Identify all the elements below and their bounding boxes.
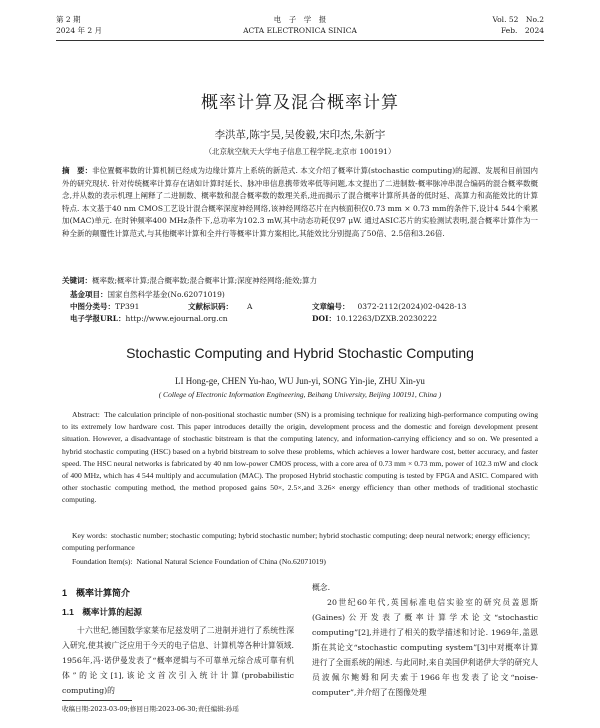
doc-label: 文献标识码： [188,302,233,311]
right-lead: 概念. [312,583,331,592]
authors-en: LI Hong-ge, CHEN Yu-hao, WU Jun-yi, SONG Yin-jie, ZHU Xin-yu [175,376,425,386]
abstract-en-text: The calculation principle of non-positional stochastic number (SN) is a promising technique for realizing high-performance computing owing to its extremely low hardware cost. This paper introduces detailly the origin, development process and the domestic and foreign development present situation. However, a disadvantage of stochastic bitstream is that the computing latency, and information-carrying efficiency and so on. We presented a hybrid stochastic computing (HSC) based on a hybrid bitstream to solve these problems, which achieves a lower hardware cost, better accuracy, and faster speed. The HSC neural networks is fabricated by 40 nm low-power CMOS process, with a core area of 0.73 mm × 0.73 mm, power of 102.3 mW and clock of 400 MHz, which has 4 544 multiply and accumulation (MAC). The proposed Hybrid stochastic computing is tested by FPGA and ASIC. Compared with other stochastic computing method, the method proposed gains 50×, 2.5×,and 3.26× energy efficiency than other methods of traditional stochastic computing. [62,410,538,505]
abstract-en-label: Abstract: [72,410,100,419]
doc-value: A [247,302,253,311]
footnote-rule [62,700,132,701]
article-value: 0372-2112(2024)02-0428-13 [357,302,467,311]
keywords-cn-text: 概率数;概率计算;混合概率数;混合概率计算;深度神经网络;能效;算力 [92,276,318,285]
abstract-en [62,409,538,507]
right-column [312,580,538,700]
abstract-cn [62,165,538,240]
url-value[interactable]: http://www.ejournal.org.cn [125,314,228,323]
body-paragraph-right: 20世纪60年代,英国标准电信实验室的研究员盖恩斯(Gaines)公开发表了概率计算学术论文“stochastic computing”[2],并进行了相关的数学描述和讨论. 1969年,盖恩斯在其论文“stochastic computing system”[3]中对概率计算进行了全面系统的阐述. 与此同时,来自美国伊利诺伊大学的研究人员波佩尔鲍姆和阿夫索于1966年也发表了论文“noise-computer”,并介绍了在图像处理 [312,598,538,697]
class-value: TP391 [115,302,140,311]
article-label: 文章编号： [312,302,350,311]
article-metadata [70,289,540,337]
journal-name-en: ACTA ELECTRONICA SINICA [243,26,357,35]
keywords-cn [62,275,538,287]
doi [312,313,437,325]
journal-name-cn: 电 子 学 报 [273,15,327,24]
keywords-cn-label: 关键词： [62,276,92,285]
header-issue: 第 2 期 [56,15,81,24]
fund-text: 国家自然科学基金(No.62071019) [107,290,225,299]
header-rule [56,40,544,41]
foundation-en [62,556,538,568]
foundation-en-text: National Natural Science Foundation of China (No.62071019) [136,557,326,566]
header-volume: Vol. 52 No.2 [492,15,544,24]
url-label: 电子学报URL： [70,314,126,323]
authors-cn: 李洪革,陈宇昊,吴俊毅,宋印杰,朱新宇 [214,129,386,141]
paper-title-en: Stochastic Computing and Hybrid Stochastic Computing [126,345,474,361]
received-date-footnote: 收稿日期:2023-03-09;修回日期:2023-06-30;责任编辑:孙瑶 [62,705,239,713]
subsection-heading: 1.1 概率计算的起源 [62,607,142,617]
header-right [492,14,544,36]
keywords-en-label: Key words: [72,531,108,540]
left-column [62,580,294,698]
keywords-en-text: stochastic number; stochastic computing; hybrid stochastic number; hybrid stochastic computing; deep neural network; energy efficiency; computing performance [62,531,530,552]
header-date-cn: 2024 年 2 月 [56,26,103,35]
header-center [56,14,544,36]
affiliation-en: ( College of Electronic Information Engineering, Beihang University, Beijing 100191, China ) [158,390,442,399]
class-label: 中图分类号： [70,302,115,311]
body-paragraph-left: 十六世纪,德国数学家莱布尼兹发明了二进制并进行了系统性深入研究,使其被广泛应用于今天的电子信息、计算机等各种计算领域. 1956年,冯·诺伊曼发表了“概率逻辑与不可靠单元综合成可靠有机体”的论文[1],该论文首次引入统计计算(probabilistic computing)的 [62,626,294,695]
affiliation-cn: （北京航空航天大学电子信息工程学院,北京市 100191） [204,147,396,156]
journal-url [70,313,228,325]
doi-label: DOI： [312,314,337,323]
keywords-en [62,530,538,554]
abstract-cn-text: 非位置概率数的计算机制已经成为边缘计算片上系统的新范式. 本文介绍了概率计算(stochastic computing)的起源、发展和目前国内外的研究现状. 针对传统概率计算存在诸如计算时延长、脉冲串信息携带效率低等问题,本文提出了二进制数-概率脉冲串混合编码的混合概率数概念,并从数的表示机理上阐释了二进制数、概率数和混合概率数的数理关系,进而揭示了混合概率计算所具备的低时延、高算力和高能效比的计算特点. 本文基于40 nm CMOS工艺设计混合概率深度神经网络,该神经网络芯片在内核面积仅0.73 mm × 0.73 mm的条件下,设计4 544个乘累加(MAC)单元. 在时钟频率400 MHz条件下,总功率为102.3 mW,其中动态功耗仅97 μW. 通过ASIC芯片的实验测试表明,混合概率计算作为一种全新的颠覆性计算范式,与其他概率计算和全并行等概率计算方案相比,其能效比分别提高了50倍、2.5倍和3.26倍. [62,166,538,238]
section-heading: 1 概率计算简介 [62,588,131,598]
abstract-cn-label: 摘 要： [62,166,93,175]
header-date-en: Feb. 2024 [500,26,544,35]
foundation-en-label: Foundation Item(s): [72,557,133,566]
fund-label: 基金项目： [70,290,108,299]
class-number [70,301,139,313]
article-number [312,301,466,313]
paper-title-cn: 概率计算及混合概率计算 [201,93,399,113]
doc-code [188,301,252,313]
fund-info [70,289,225,301]
abstract-en-body [62,409,538,507]
doi-value[interactable]: 10.12263/DZXB.20230222 [336,314,437,323]
